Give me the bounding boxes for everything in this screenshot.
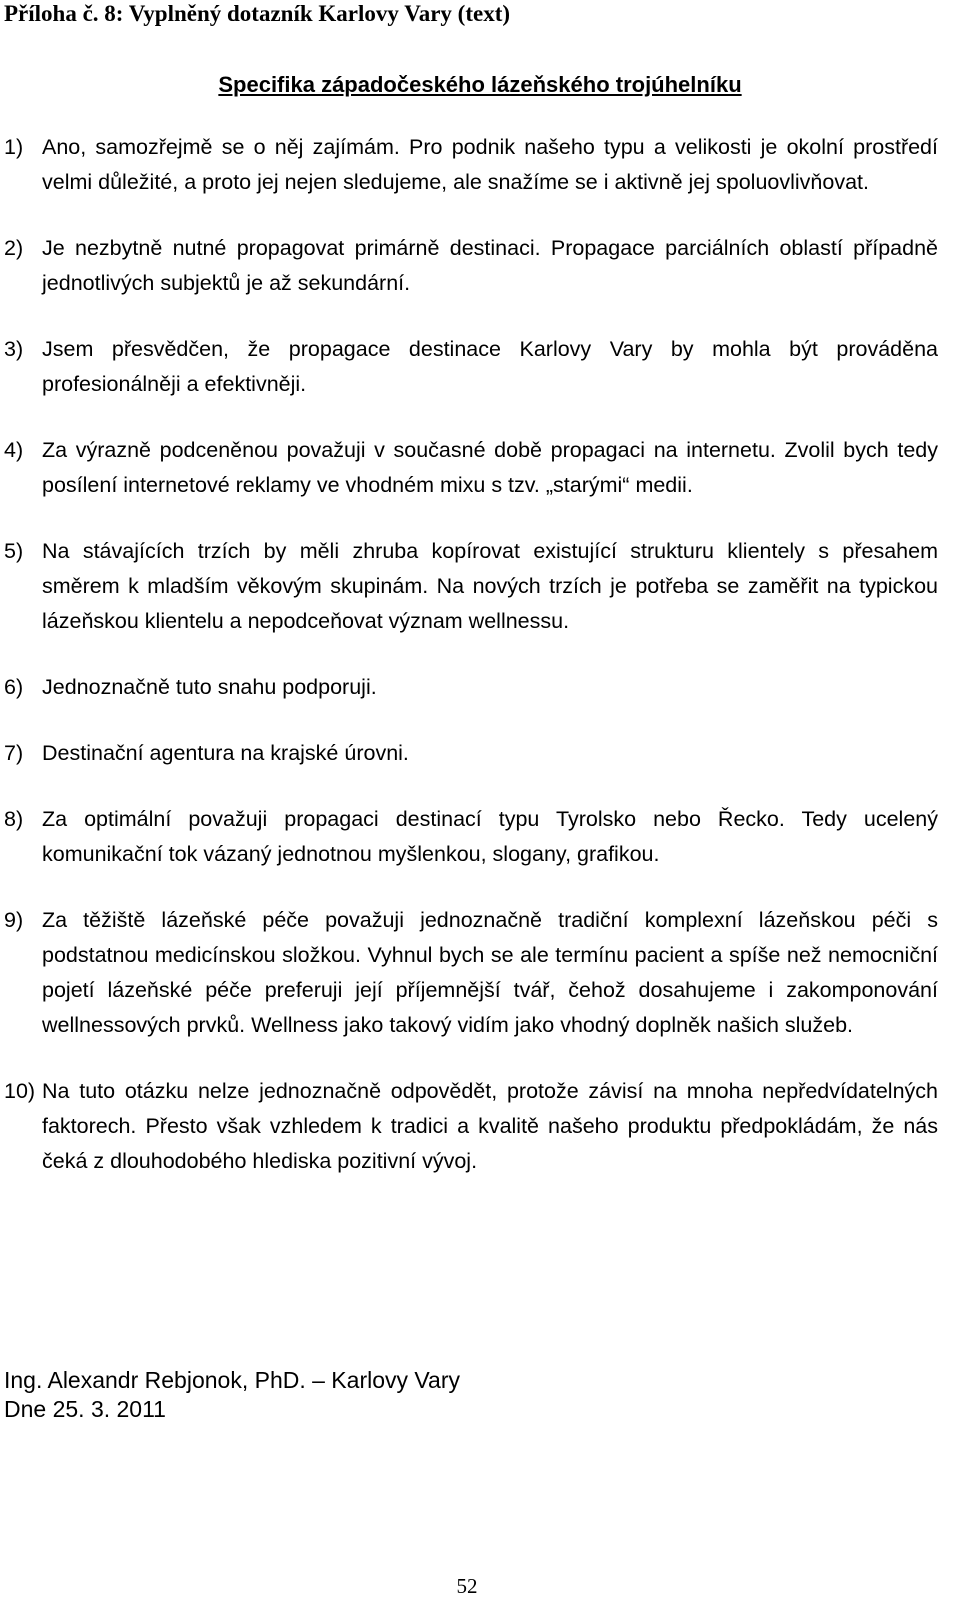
answer-list <box>4 130 938 1210</box>
answer-item-4 <box>4 433 938 503</box>
answer-number: 9) <box>4 908 24 932</box>
answer-number: 2) <box>4 236 24 260</box>
answer-item-8 <box>4 802 938 872</box>
answer-item-6 <box>4 670 938 705</box>
answer-item-3 <box>4 332 938 402</box>
answer-item-10 <box>4 1074 938 1179</box>
answer-item-9 <box>4 903 938 1043</box>
answer-number: 10) <box>4 1079 36 1103</box>
answer-text: Jednoznačně tuto snahu podporuji. <box>42 675 377 699</box>
document-subtitle: Specifika západočeského lázeňského trojúhelníku <box>218 72 742 97</box>
answer-text: Je nezbytně nutné propagovat primárně destinaci. Propagace parciálních oblastí případně jednotlivých subjektů je až sekundární. <box>42 236 938 295</box>
answer-item-1 <box>4 130 938 200</box>
signature-block <box>4 1366 460 1424</box>
answer-text: Na stávajících trzích by měli zhruba kopírovat existující strukturu klientely s přesahem směrem k mladším věkovým skupinám. Na nových trzích je potřeba se zaměřit na typickou lázeňskou klientelu a nepodceňovat význam wellnessu. <box>42 539 938 633</box>
answer-text: Za optimální považuji propagaci destinací typu Tyrolsko nebo Řecko. Tedy ucelený komunikační tok vázaný jednotnou myšlenkou, slogany, grafikou. <box>42 807 938 866</box>
answer-text: Za těžiště lázeňské péče považuji jednoznačně tradiční komplexní lázeňskou péči s podstatnou medicínskou složkou. Vyhnul bych se ale termínu pacient a spíše než nemocniční pojetí lázeňské péče preferuji její příjemnější tvář, čehož dosahujeme i zakomponování wellnessových prvků. Wellness jako takový vidím jako vhodný doplněk našich služeb. <box>42 908 938 1037</box>
answer-number: 6) <box>4 675 24 699</box>
answer-text: Destinační agentura na krajské úrovni. <box>42 741 409 765</box>
answer-number: 7) <box>4 741 24 765</box>
answer-number: 8) <box>4 807 24 831</box>
answer-number: 3) <box>4 337 24 361</box>
answer-item-7 <box>4 736 938 771</box>
answer-number: 4) <box>4 438 24 462</box>
signature-name: Ing. Alexandr Rebjonok, PhD. – Karlovy Vary <box>4 1367 460 1393</box>
page-number: 52 <box>456 1574 478 1598</box>
answer-item-2 <box>4 231 938 301</box>
signature-date: Dne 25. 3. 2011 <box>4 1396 166 1422</box>
answer-number: 1) <box>4 135 24 159</box>
answer-text: Za výrazně podceněnou považuji v současné době propagaci na internetu. Zvolil bych tedy posílení internetové reklamy ve vhodném mixu s tzv. „starými“ medii. <box>42 438 938 497</box>
answer-text: Na tuto otázku nelze jednoznačně odpovědět, protože závisí na mnoha nepředvídatelných faktorech. Přesto však vzhledem k tradici a kvalitě našeho produktu předpokládám, že nás čeká z dlouhodobého hlediska pozitivní vývoj. <box>42 1079 938 1173</box>
answer-text: Jsem přesvědčen, že propagace destinace Karlovy Vary by mohla být prováděna profesionálněji a efektivněji. <box>42 337 938 396</box>
answer-item-5 <box>4 534 938 639</box>
appendix-heading: Příloha č. 8: Vyplněný dotazník Karlovy Vary (text) <box>4 1 511 26</box>
answer-text: Ano, samozřejmě se o něj zajímám. Pro podnik našeho typu a velikosti je okolní prostředí velmi důležité, a proto jej nejen sledujeme, ale snažíme se i aktivně jej spoluovlivňovat. <box>42 135 938 194</box>
answer-number: 5) <box>4 539 24 563</box>
